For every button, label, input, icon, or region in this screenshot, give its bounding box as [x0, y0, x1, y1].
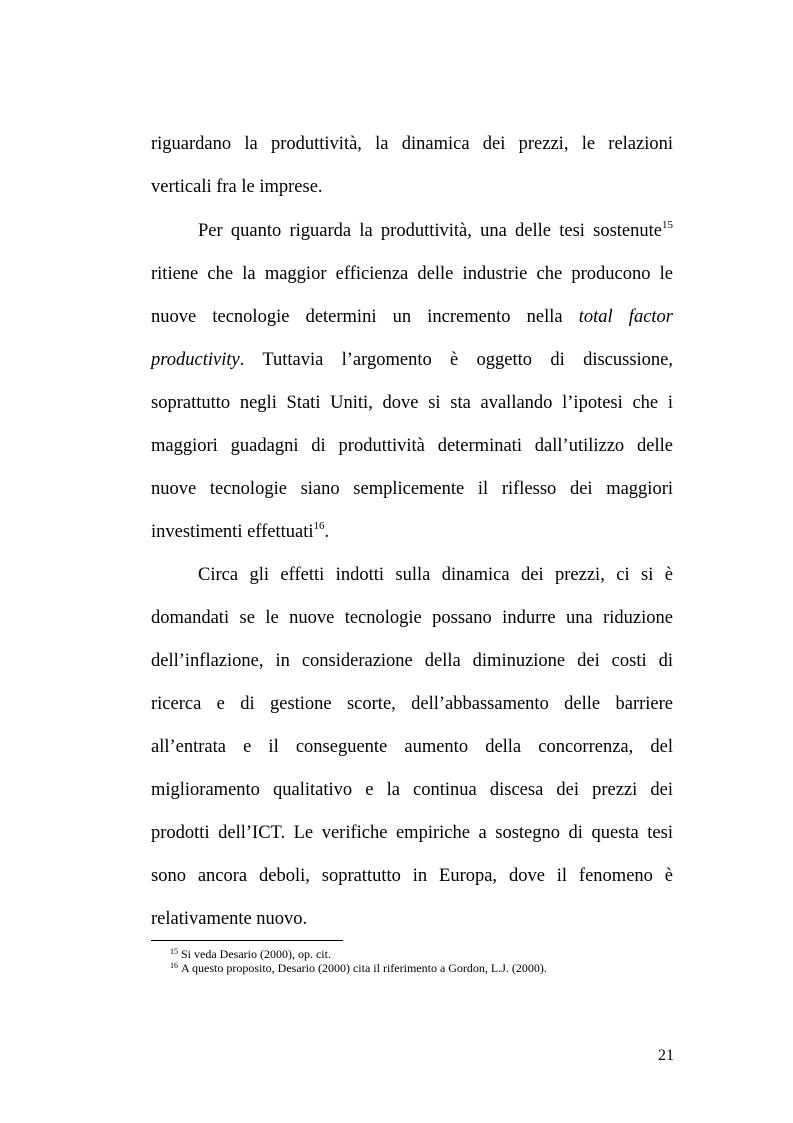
italic-term: total factor: [578, 307, 673, 327]
body-line: all’entrata e il conseguente aumento della concorrenza, del: [151, 737, 673, 757]
body-text: Per quanto riguarda la produttività, una delle tesi sostenute: [198, 221, 662, 241]
footnote-15: [170, 947, 331, 961]
body-text: investimenti effettuati: [151, 522, 314, 542]
body-line: Circa gli effetti indotti sulla dinamica dei prezzi, ci si è: [198, 565, 673, 585]
body-line: nuove tecnologie siano semplicemente il riflesso dei maggiori: [151, 479, 673, 499]
footnote-separator: [151, 940, 343, 941]
footnote-text: A questo proposito, Desario (2000) cita il riferimento a Gordon, L.J. (2000).: [181, 961, 547, 975]
body-text: .: [324, 522, 330, 542]
footnote-reference-15[interactable]: 15: [662, 219, 673, 231]
body-line: [151, 521, 673, 543]
footnote-text: Si veda Desario (2000), op. cit.: [181, 947, 331, 961]
body-line: relativamente nuovo.: [151, 909, 308, 929]
page-number: 21: [658, 1047, 674, 1064]
body-line: miglioramento qualitativo e la continua discesa dei prezzi dei: [151, 780, 673, 800]
body-line: domandati se le nuove tecnologie possano indurre una riduzione: [151, 608, 673, 628]
body-line: [151, 306, 673, 328]
body-line: riguardano la produttività, la dinamica dei prezzi, le relazioni: [151, 134, 673, 154]
body-line: ritiene che la maggior efficienza delle industrie che producono le: [151, 264, 673, 284]
body-line: verticali fra le imprese.: [151, 177, 323, 197]
body-text: nuove tecnologie determini un incremento nella: [151, 307, 563, 327]
body-line: [151, 349, 673, 371]
body-line: ricerca e di gestione scorte, dell’abbassamento delle barriere: [151, 694, 673, 714]
footnote-16: [170, 961, 547, 975]
body-text: . Tuttavia l’argomento è oggetto di discussione,: [239, 350, 673, 370]
body-line: sono ancora deboli, soprattutto in Europa, dove il fenomeno è: [151, 866, 673, 886]
italic-term: productivity: [151, 350, 240, 370]
footnote-reference-16[interactable]: 16: [313, 520, 325, 532]
body-line: soprattutto negli Stati Uniti, dove si sta avallando l’ipotesi che i: [151, 393, 673, 413]
body-line: prodotti dell’ICT. Le verifiche empiriche a sostegno di questa tesi: [151, 823, 673, 843]
footnote-number: 16: [170, 961, 178, 970]
body-line: dell’inflazione, in considerazione della diminuzione dei costi di: [151, 651, 673, 671]
body-line: maggiori guadagni di produttività determinati dall’utilizzo delle: [151, 436, 673, 456]
body-line: [198, 220, 673, 242]
footnote-number: 15: [170, 947, 178, 956]
